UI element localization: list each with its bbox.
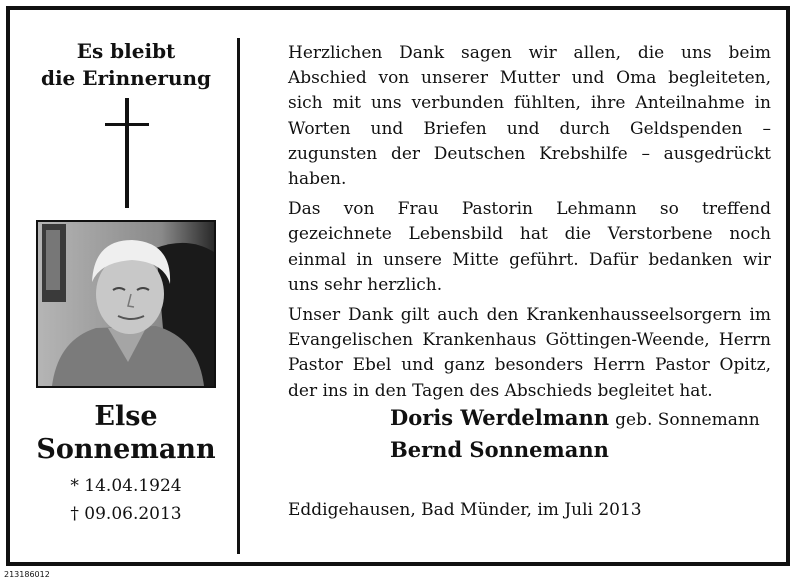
signature-1-suffix: geb. Sonnemann <box>615 410 760 430</box>
deceased-name <box>16 400 236 466</box>
signature-2 <box>390 435 760 466</box>
cross-icon <box>105 98 149 208</box>
portrait-photo <box>36 220 216 388</box>
thanks-text <box>288 41 771 409</box>
paragraph-2: Das von Frau Pastorin Lehmann so treffend gezeichnete Lebensbild hat die Verstorbene noch einmal in unsere Mitte geführt. Dafür bedanken wir uns sehr herzlich. <box>288 199 771 295</box>
paragraph-1: Herzlichen Dank sagen wir allen, die uns beim Abschied von unserer Mutter und Oma begleiteten, sich mit uns verbunden fühlten, ihre Anteilnahme in Worten und Briefen und durch Geldspenden – zugunsten der Deutschen Krebshilfe – ausgedrückt haben. <box>288 43 771 190</box>
signatures <box>390 403 760 466</box>
deceased-last-name: Sonnemann <box>36 434 216 465</box>
motto-line-1: Es bleibt <box>76 39 176 63</box>
motto-line-2: die Erinnerung <box>40 66 212 90</box>
obituary-frame <box>6 6 790 566</box>
signature-1 <box>390 403 760 435</box>
signature-2-name: Bernd Sonnemann <box>390 437 609 462</box>
column-divider <box>237 38 240 554</box>
birth-date: * 14.04.1924 <box>70 476 182 496</box>
death-date: † 09.06.2013 <box>70 504 182 524</box>
paragraph-3: Unser Dank gilt auch den Krankenhausseelsorgern im Evangelischen Krankenhaus Göttingen-Weende, Herrn Pastor Ebel und ganz besonders Herrn Pastor Opitz, der ins in den Tagen des Abschieds begleitet hat. <box>288 305 771 401</box>
signature-1-name: Doris Werdelmann <box>390 405 610 430</box>
motto <box>16 38 236 92</box>
left-column <box>16 10 236 562</box>
deceased-first-name: Else <box>94 401 158 432</box>
place-date: Eddigehausen, Bad Münder, im Juli 2013 <box>288 500 642 520</box>
life-dates <box>16 472 236 528</box>
ad-code: 213186012 <box>4 570 50 579</box>
